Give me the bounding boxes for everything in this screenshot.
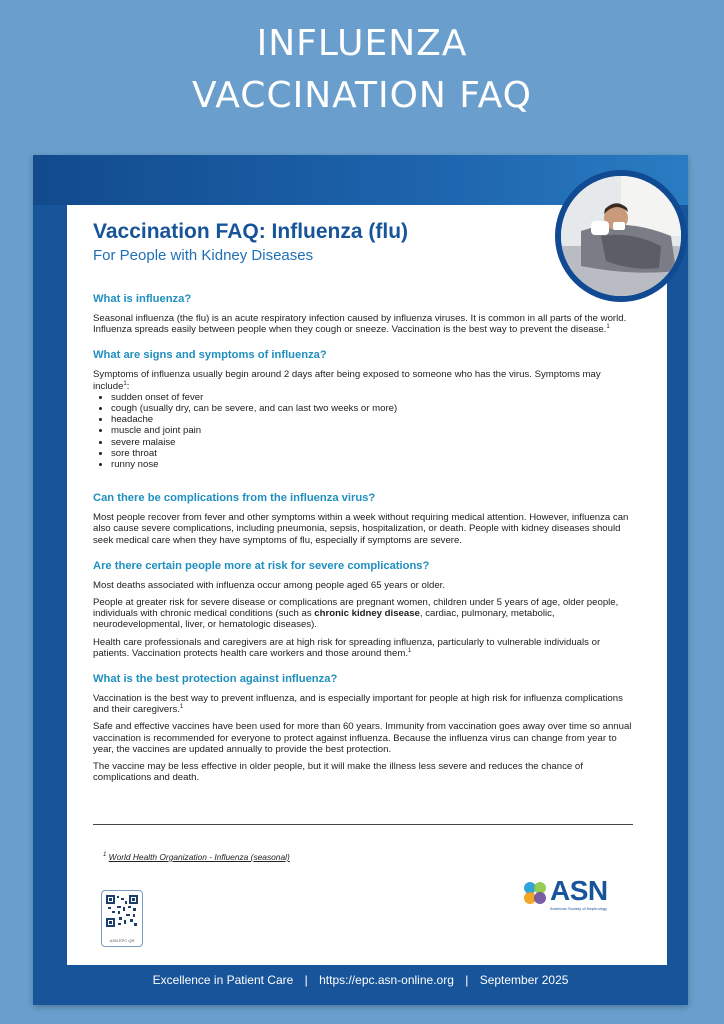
patient-photo [555, 170, 687, 302]
list-item: • sore throat [111, 448, 638, 459]
list-item: • muscle and joint pain [111, 425, 638, 436]
list-item: • sudden onset of fever [111, 392, 638, 403]
document-subtitle: For People with Kidney Diseases [93, 247, 314, 264]
symptom-list [93, 392, 638, 470]
section-heading: What are signs and symptoms of influenza? [93, 349, 327, 362]
section-paragraph: Seasonal influenza (the flu) is an acute respiratory infection caused by influenza viruses. It is common in all parts of the world. Influenza spreads easily between people when they cough or sneeze. Vaccination is the best way to prevent the disease.$^1$ [93, 313, 627, 336]
banner-line-2: VACCINATION FAQ [191, 75, 533, 116]
sheet-footer: Excellence in Patient Care | https://epc.asn-online.org | September 2025 [152, 973, 569, 987]
faq-section-what-is [93, 293, 638, 335]
bold-term: chronic kidney disease [314, 608, 420, 620]
section-paragraph: Health care professionals and caregivers are at high risk for spreading influenza, particularly to vulnerable individuals or patients. Vaccination protects health care workers and those around them.$^1$ [93, 636, 601, 659]
faq-section-symptoms [93, 349, 638, 470]
list-item: • severe malaise [111, 437, 638, 448]
asn-logo-subtext: American Society of Nephrology [550, 906, 608, 911]
document-title: Vaccination FAQ: Influenza (flu) [93, 220, 409, 243]
qr-caption: ASN EPC QR [109, 938, 135, 943]
footnote-divider [93, 824, 633, 825]
list-item: • headache [111, 414, 638, 425]
section-heading: Can there be complications from the influenza virus? [93, 492, 376, 505]
footnote-ref: 1 [606, 324, 610, 331]
faq-section-protection [93, 673, 638, 783]
list-item: • cough (usually dry, can be severe, and can last two weeks or more) [111, 403, 638, 414]
banner-line-1: INFLUENZA [256, 23, 468, 64]
footnote-link[interactable]: World Health Organization - Influenza (seasonal) [108, 852, 290, 862]
qr-code[interactable] [101, 890, 143, 947]
faq-sheet [33, 155, 688, 1005]
section-paragraph: Symptoms of influenza usually begin around 2 days after being exposed to someone who has the virus. Symptoms may include$^1$: [93, 369, 601, 392]
footnote-ref: 1 [123, 380, 127, 387]
footnote: $^1$ World Health Organization - Influenza (seasonal) [103, 852, 290, 862]
footer-website-link[interactable]: https://epc.asn-online.org [319, 973, 454, 987]
faq-content [93, 293, 638, 797]
page-banner [0, 18, 724, 122]
asn-logo-text: ASN [550, 875, 608, 906]
section-heading: Are there certain people more at risk for severe complications? [93, 559, 430, 572]
sick-person-illustration [561, 176, 681, 296]
footnote-ref: 1 [179, 704, 184, 711]
footnote-ref: 1 [408, 647, 412, 654]
section-heading: What is the best protection against influenza? [93, 673, 338, 686]
list-item: • runny nose [111, 459, 638, 470]
section-heading: What is influenza? [93, 293, 192, 305]
section-paragraph: Vaccination is the best way to prevent influenza, and is especially important for people at high risk for influenza complications and their caregivers.$^1$ [93, 693, 623, 716]
section-paragraph: Most people recover from fever and other symptoms within a week without requiring medical attention. However, influenza can also cause severe complications, including pneumonia, sepsis, hospitalization, or death. People with kidney diseases should seek medical care when they have symptoms of flu, especially if symptoms are severe. [93, 512, 629, 546]
section-paragraph: The vaccine may be less effective in older people, but it will make the illness less severe and reduces the chance of complications and death. [93, 761, 583, 784]
asn-logo-icon [520, 878, 550, 908]
section-paragraph: People at greater risk for severe disease or complications are pregnant women, children under 5 years of age, older people, individuals with chronic medical conditions (such as chronic kidney disease, cardiac, pulmonary, metabolic, neurodevelopmental, liver, or hematologic diseases). [93, 597, 619, 631]
faq-section-complications [93, 492, 638, 546]
section-paragraph: Safe and effective vaccines have been used for more than 60 years. Immunity from vaccination goes away over time so annual vaccination is recommended for everyone to protect against influenza. Because the influenza virus can change from year to year, the vaccines are updated annually to provide the best protection. [93, 721, 632, 755]
footer-date: September 2025 [479, 973, 569, 987]
section-paragraph: Most deaths associated with influenza occur among people aged 65 years or older. [93, 579, 445, 591]
footer-tagline: Excellence in Patient Care [152, 973, 294, 987]
qr-code-icon [106, 895, 138, 927]
faq-section-risk [93, 560, 638, 659]
asn-logo [520, 875, 630, 915]
